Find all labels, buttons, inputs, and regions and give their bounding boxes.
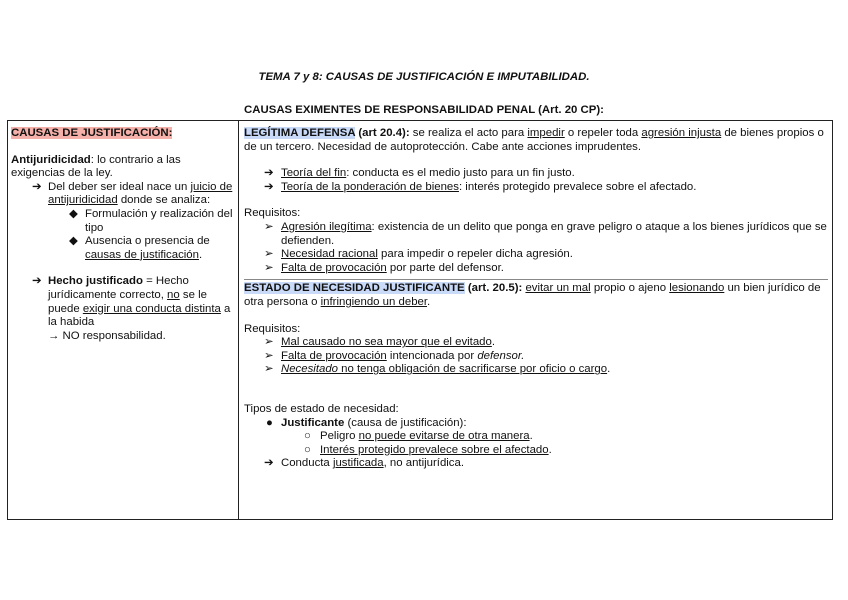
arrowhead-bullet-icon: ➢ bbox=[264, 363, 274, 376]
conducta-item: ➔ Conducta justificada, no antijurídica. bbox=[264, 457, 465, 470]
legitima-defensa-definition: LEGÍTIMA DEFENSA (art 20.4): se realiza el acto para impedir o repeler toda agresión injusta de bienes propios o de un tercero. Necesidad de autoprotección. Cabe ante acciones imprudentes. bbox=[244, 127, 824, 153]
dot-bullet-icon: ● bbox=[266, 416, 273, 429]
legitima-requisitos-label: Requisitos: bbox=[244, 207, 301, 220]
necesidad-requisito-1: ➢ Mal causado no sea mayor que el evitado. bbox=[264, 336, 496, 349]
legitima-requisito-2: ➢ Necesidad racional para impedir o repeler dicha agresión. bbox=[264, 248, 573, 261]
arrow-bullet-icon: ➔ bbox=[264, 457, 274, 470]
estado-necesidad-heading: ESTADO DE NECESIDAD JUSTIFICANTE bbox=[244, 282, 465, 295]
arrow-bullet-icon: ➔ bbox=[264, 180, 274, 193]
table-caption: CAUSAS EXIMENTES DE RESPONSABILIDAD PENAL (Art. 20 CP): bbox=[244, 104, 604, 116]
arrowhead-bullet-icon: ➢ bbox=[264, 248, 274, 261]
arrowhead-bullet-icon: ➢ bbox=[264, 220, 274, 233]
circle-bullet-icon: ○ bbox=[304, 443, 311, 456]
deber-item: ➔ Del deber ser ideal nace un juicio de antijuridicidad donde se analiza: bbox=[32, 180, 233, 207]
arrow-bullet-icon: ➔ bbox=[32, 275, 42, 288]
arrowhead-bullet-icon: ➢ bbox=[264, 336, 274, 349]
arrowhead-bullet-icon: ➢ bbox=[264, 261, 274, 274]
tipos-label: Tipos de estado de necesidad: bbox=[244, 402, 399, 415]
document-title: TEMA 7 y 8: CAUSAS DE JUSTIFICACIÓN E IMPUTABILIDAD. bbox=[258, 71, 590, 83]
legitima-defensa-heading: LEGÍTIMA DEFENSA bbox=[244, 127, 356, 139]
sub-item-tipo: ◆ Formulación y realización del tipo bbox=[69, 207, 233, 234]
summary-table bbox=[7, 120, 833, 520]
condicion-peligro: ○ Peligro no puede evitarse de otra manera. bbox=[304, 430, 533, 443]
antijuridicidad-definition: Antijuridicidad: lo contrario a las exigencias de la ley. bbox=[11, 153, 181, 180]
sub-item-causas: ◆ Ausencia o presencia de causas de justificación. bbox=[69, 235, 210, 261]
hecho-justificado-item: ➔ Hecho justificado = Hecho jurídicamente correcto, no se le puede exigir una conducta distinta a la habida → NO responsabilidad. bbox=[11, 275, 233, 343]
necesidad-requisitos-label: Requisitos: bbox=[244, 322, 301, 335]
necesidad-requisito-2: ➢ Falta de provocación intencionada por defensor. bbox=[264, 349, 525, 362]
justificante-item: ● Justificante (causa de justificación): bbox=[266, 416, 467, 429]
arrow-bullet-icon: ➔ bbox=[264, 167, 274, 180]
circle-bullet-icon: ○ bbox=[304, 430, 311, 443]
hecho-result: → NO responsabilidad. bbox=[48, 329, 166, 342]
necesidad-requisito-3: ➢ Necesitado no tenga obligación de sacrificarse por oficio o cargo. bbox=[264, 363, 611, 376]
diamond-bullet-icon: ◆ bbox=[69, 235, 78, 248]
right-column bbox=[244, 127, 828, 471]
teoria-fin-item: ➔ Teoría del fin: conducta es el medio justo para un fin justo. bbox=[264, 167, 575, 180]
legitima-requisito-3: ➢ Falta de provocación por parte del defensor. bbox=[264, 261, 504, 274]
left-column bbox=[11, 127, 233, 343]
legitima-requisito-1: ➢ Agresión ilegítima: existencia de un delito que ponga en grave peligro o ataque a los bienes jurídicos que se defienden. bbox=[264, 220, 827, 247]
arrowhead-bullet-icon: ➢ bbox=[264, 349, 274, 362]
teoria-ponderacion-item: ➔ Teoría de la ponderación de bienes: interés protegido prevalece sobre el afectado. bbox=[264, 180, 697, 193]
condicion-interes: ○ Interés protegido prevalece sobre el afectado. bbox=[304, 443, 552, 456]
arrow-bullet-icon: ➔ bbox=[32, 180, 42, 193]
column-divider bbox=[238, 121, 239, 519]
left-heading: CAUSAS DE JUSTIFICACIÓN: bbox=[11, 127, 173, 139]
diamond-bullet-icon: ◆ bbox=[69, 207, 78, 220]
estado-necesidad-definition: ESTADO DE NECESIDAD JUSTIFICANTE (art. 20.5): evitar un mal propio o ajeno lesionando un bien jurídico de otra persona o infringiendo un deber. bbox=[244, 282, 821, 308]
section-divider bbox=[244, 279, 828, 280]
